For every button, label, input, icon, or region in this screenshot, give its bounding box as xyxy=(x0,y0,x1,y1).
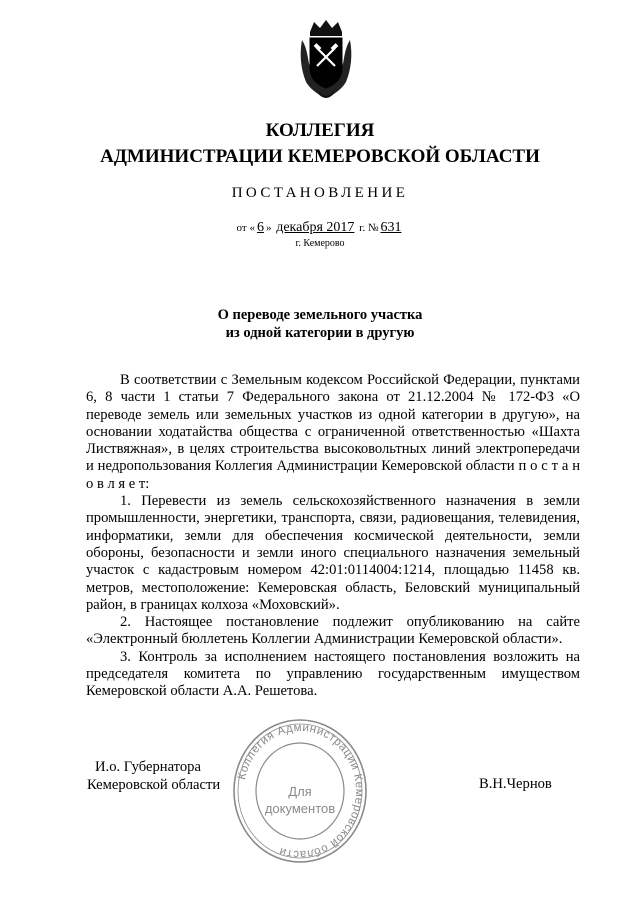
official-stamp xyxy=(231,716,369,866)
signatory-position-line2: Кемеровской области xyxy=(87,777,221,793)
org-name-line2: АДМИНИСТРАЦИИ КЕМЕРОВСКОЙ ОБЛАСТИ xyxy=(100,146,540,167)
org-name-line1: КОЛЛЕГИЯ xyxy=(265,120,375,141)
document-title-line1: О переводе земельного участка xyxy=(217,307,423,323)
city: г. Кемерово xyxy=(295,238,345,249)
date-mid: » xyxy=(265,222,272,234)
document-number: 631 xyxy=(380,220,402,235)
signatory-position-line1: И.о. Губернатора xyxy=(95,759,201,775)
date-day: 6 xyxy=(256,220,264,235)
date-line xyxy=(0,220,640,236)
stamp-outer-text: Коллегия Администрации Кемеровской области xyxy=(236,721,366,861)
signatory-name: В.Н.Чернов xyxy=(479,776,552,792)
date-prefix: от « xyxy=(236,222,255,234)
preamble-paragraph: В соответствии с Земельным кодексом Российской Федерации, пунктами 6, 8 части 1 статьи 7 Федерального закона от 21.12.2004 № 172-ФЗ «О переводе земель или земельных участков из одной категории в другую», на основании ходатайства общества с ограниченной ответственностью «Шахта Листвяжная», в целях строительства высоковольтных линий электропередачи и недропользования Коллегия Администрации Кемеровской области п о с т а н о в л я е т: xyxy=(86,372,580,492)
item-2-paragraph: 2. Настоящее постановление подлежит опубликованию на сайте «Электронный бюллетень Коллегии Администрации Кемеровской области». xyxy=(86,614,580,648)
stamp-center-line2: документов xyxy=(264,801,336,816)
document-type: ПОСТАНОВЛЕНИЕ xyxy=(231,185,409,201)
signatory-position xyxy=(87,758,220,794)
date-suffix: г. № xyxy=(359,222,379,234)
document-title-line2: из одной категории в другую xyxy=(225,325,415,341)
coat-of-arms-icon xyxy=(296,18,356,102)
document-body xyxy=(86,372,580,701)
stamp-center-line1: Для xyxy=(288,784,312,799)
item-1-paragraph: 1. Перевести из земель сельскохозяйственного назначения в земли промышленности, энергетики, транспорта, связи, радиовещания, телевидения, информатики, земли для обеспечения космической деятельности, земли обороны, безопасности и земли иного специального назначения земельный участок с кадастровым номером 42:01:0114004:1214, площадью 11458 кв. метров, местоположение: Кемеровская область, Беловский муниципальный район, в границах колхоза «Моховский». xyxy=(86,493,580,613)
item-3-paragraph: 3. Контроль за исполнением настоящего постановления возложить на председателя комитета по управлению государственным имуществом Кемеровской области А.А. Решетова. xyxy=(86,648,580,700)
date-month-year: декабря 2017 xyxy=(276,220,355,235)
